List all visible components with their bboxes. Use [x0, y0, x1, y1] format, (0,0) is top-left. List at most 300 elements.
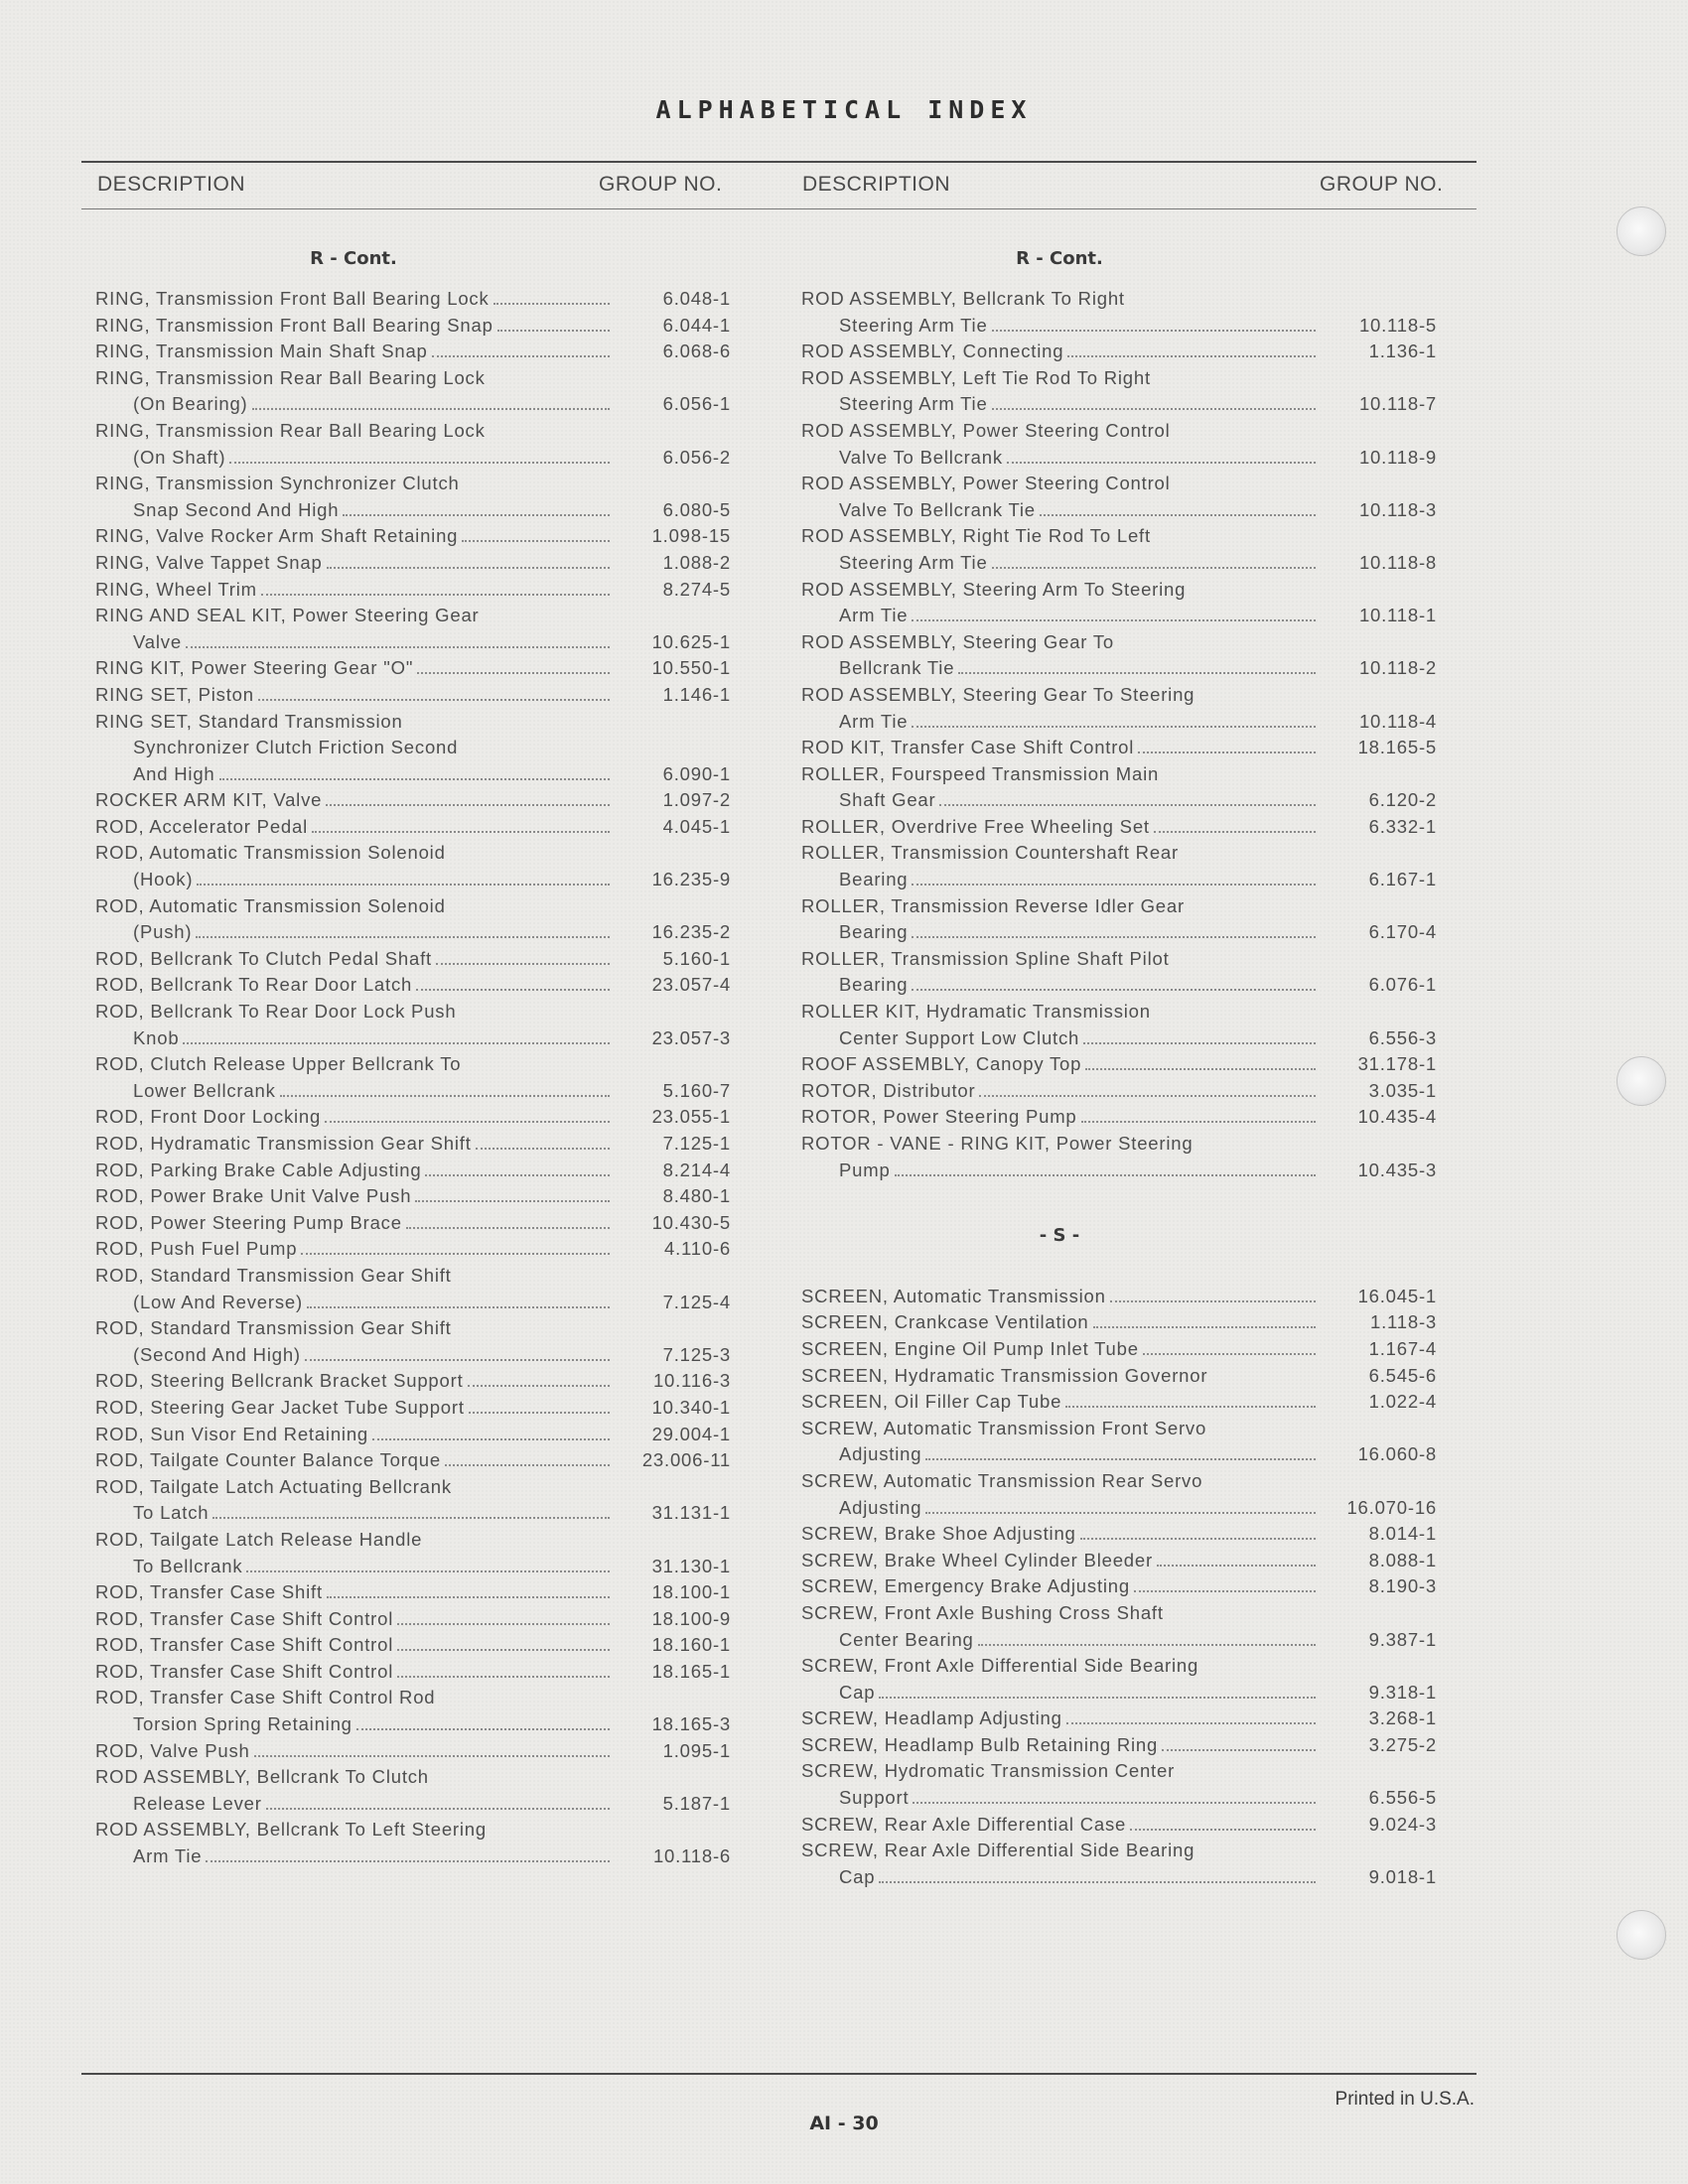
entry-group-number: 31.130-1 — [651, 1555, 731, 1576]
index-entry — [801, 999, 1437, 1051]
index-entry — [801, 1521, 1437, 1548]
entry-group-number: 23.057-4 — [651, 974, 731, 996]
index-entry — [95, 1183, 731, 1210]
entry-description: ROD, Front Door Locking — [95, 1106, 322, 1128]
dot-leader — [266, 1796, 610, 1810]
entry-description: ROD, Valve Push — [95, 1739, 250, 1761]
dot-leader — [436, 951, 610, 965]
dot-leader — [992, 318, 1316, 332]
entry-description-continued: Bellcrank Tie — [839, 657, 955, 679]
dot-leader — [417, 660, 610, 674]
index-entry — [801, 1548, 1437, 1574]
index-entry — [95, 523, 731, 550]
dot-leader — [406, 1215, 610, 1229]
entry-group-number: 10.550-1 — [651, 657, 731, 679]
entry-description-continued: Torsion Spring Retaining — [133, 1713, 352, 1735]
entry-description-continued: (On Shaft) — [133, 446, 226, 468]
index-entry — [95, 840, 731, 892]
entry-description-continued: Pump — [839, 1159, 891, 1180]
index-entry — [801, 1131, 1437, 1183]
entry-description: ROD, Power Steering Pump Brace — [95, 1211, 402, 1233]
entry-description: ROD, Steering Bellcrank Bracket Support — [95, 1370, 464, 1392]
entry-description: ROLLER KIT, Hydramatic Transmission — [801, 1001, 1151, 1023]
dot-leader — [397, 1637, 610, 1651]
dot-leader — [425, 1162, 610, 1176]
entry-description: RING AND SEAL KIT, Power Steering Gear — [95, 605, 480, 626]
entry-description: ROD KIT, Transfer Case Shift Control — [801, 737, 1135, 758]
entry-group-number: 10.118-8 — [1358, 551, 1437, 573]
entry-group-number: 6.080-5 — [662, 498, 731, 520]
entry-description-continued: Steering Arm Tie — [839, 393, 988, 415]
dot-leader — [913, 1790, 1316, 1804]
index-entry — [95, 814, 731, 841]
entry-group-number: 8.274-5 — [662, 578, 731, 600]
dot-leader — [469, 1400, 610, 1414]
entry-group-number: 16.070-16 — [1346, 1496, 1437, 1518]
index-entry — [95, 1738, 731, 1765]
entry-group-number: 10.118-2 — [1358, 657, 1437, 679]
dot-leader — [476, 1136, 610, 1150]
dot-leader — [1110, 1289, 1316, 1302]
dot-leader — [1080, 1526, 1316, 1540]
index-entry — [95, 1817, 731, 1869]
entry-description-continued: And High — [133, 762, 215, 784]
entry-group-number: 23.006-11 — [641, 1449, 731, 1471]
entry-group-number: 8.190-3 — [1368, 1575, 1437, 1597]
entry-description: SCREW, Headlamp Bulb Retaining Ring — [801, 1733, 1159, 1755]
dot-leader — [280, 1083, 610, 1097]
dot-leader — [912, 714, 1316, 728]
index-entry — [95, 418, 731, 471]
entry-description-continued: (On Bearing) — [133, 393, 248, 415]
entry-description: RING, Transmission Synchronizer Clutch — [95, 473, 460, 494]
entry-description: RING, Transmission Main Shaft Snap — [95, 341, 428, 362]
entry-description: ROD, Transfer Case Shift Control Rod — [95, 1687, 436, 1708]
index-entry — [801, 1336, 1437, 1363]
index-entry — [801, 1416, 1437, 1468]
dot-leader — [196, 924, 610, 938]
entry-group-number: 16.060-8 — [1357, 1443, 1437, 1465]
page-title: ALPHABETICAL INDEX — [655, 95, 1033, 124]
entry-group-number: 8.088-1 — [1368, 1549, 1437, 1570]
entry-group-number: 10.625-1 — [651, 630, 731, 652]
index-entry — [95, 999, 731, 1051]
index-entry — [801, 1838, 1437, 1890]
dot-leader — [1065, 1394, 1316, 1408]
entry-group-number: 5.160-7 — [662, 1079, 731, 1101]
index-entry — [95, 1632, 731, 1659]
dot-leader — [1083, 1030, 1316, 1044]
entry-group-number: 29.004-1 — [651, 1423, 731, 1444]
entry-description-continued: Cap — [839, 1865, 876, 1887]
entry-group-number: 10.118-3 — [1358, 498, 1437, 520]
entry-group-number: 1.022-4 — [1368, 1391, 1437, 1413]
entry-group-number: 6.170-4 — [1368, 921, 1437, 943]
dot-leader — [327, 555, 610, 569]
dot-leader — [252, 396, 610, 410]
dot-leader — [958, 660, 1316, 674]
entry-description: ROD ASSEMBLY, Power Steering Control — [801, 473, 1171, 494]
dot-leader — [1134, 1578, 1316, 1592]
footer-rule — [81, 2073, 1477, 2075]
dot-leader — [183, 1030, 610, 1044]
dot-leader — [912, 608, 1316, 621]
entry-description: ROD, Bellcrank To Rear Door Latch — [95, 974, 413, 996]
dot-leader — [206, 1848, 610, 1862]
index-entry — [801, 735, 1437, 761]
dot-leader — [261, 582, 610, 596]
index-entry — [801, 1051, 1437, 1078]
dot-leader — [1066, 1710, 1316, 1724]
dot-leader — [325, 1109, 610, 1123]
entry-description: ROCKER ARM KIT, Valve — [95, 789, 323, 811]
entry-description-continued: (Second And High) — [133, 1343, 301, 1365]
entry-description: SCREW, Emergency Brake Adjusting — [801, 1575, 1130, 1597]
entry-group-number: 18.100-9 — [651, 1607, 731, 1629]
index-entry — [95, 1315, 731, 1368]
index-entry — [801, 1600, 1437, 1653]
dot-leader — [197, 872, 610, 886]
entry-group-number: 7.125-1 — [662, 1133, 731, 1154]
entry-list-right-s — [801, 1284, 1437, 1891]
entry-group-number: 8.214-4 — [662, 1159, 731, 1180]
entry-description: ROD, Power Brake Unit Valve Push — [95, 1185, 412, 1207]
index-entry — [95, 339, 731, 365]
index-entry — [95, 893, 731, 946]
dot-leader — [992, 396, 1316, 410]
index-entry — [95, 1685, 731, 1737]
section-heading-s: - S - — [1039, 1225, 1080, 1247]
entry-group-number: 16.235-2 — [651, 921, 731, 943]
entry-description-continued: Synchronizer Clutch Friction Second — [133, 737, 459, 758]
dot-leader — [1007, 450, 1316, 464]
dot-leader — [326, 792, 610, 806]
entry-group-number: 10.118-1 — [1358, 605, 1437, 626]
entry-description: ROD, Clutch Release Upper Bellcrank To — [95, 1053, 462, 1075]
index-entry — [95, 1447, 731, 1474]
entry-description: ROD, Tailgate Latch Release Handle — [95, 1528, 423, 1550]
entry-description: RING, Valve Rocker Arm Shaft Retaining — [95, 525, 459, 547]
dot-leader — [939, 792, 1316, 806]
entry-description: RING, Transmission Rear Ball Bearing Lock — [95, 366, 486, 388]
dot-leader — [212, 1505, 610, 1519]
entry-description: ROTOR, Power Steering Pump — [801, 1106, 1077, 1128]
dot-leader — [254, 1743, 610, 1757]
entry-group-number: 18.100-1 — [651, 1581, 731, 1603]
dot-leader — [305, 1347, 610, 1361]
index-entry — [95, 972, 731, 999]
dot-leader — [445, 1452, 610, 1466]
entry-description: RING, Transmission Front Ball Bearing Snap — [95, 314, 493, 336]
entry-description-continued: Valve — [133, 630, 182, 652]
entry-group-number: 1.167-4 — [1368, 1337, 1437, 1359]
index-entry — [95, 550, 731, 577]
index-entry — [95, 1104, 731, 1131]
index-entry — [95, 286, 731, 313]
index-entry — [95, 577, 731, 604]
entry-description-continued: Center Bearing — [839, 1628, 974, 1650]
entry-description: ROD ASSEMBLY, Steering Gear To — [801, 630, 1115, 652]
dot-leader — [992, 555, 1316, 569]
entry-description: SCREEN, Engine Oil Pump Inlet Tube — [801, 1337, 1139, 1359]
entry-description: ROD ASSEMBLY, Left Tie Rod To Right — [801, 366, 1151, 388]
entry-description-continued: Arm Tie — [839, 605, 909, 626]
index-entry — [95, 1368, 731, 1395]
entry-description-continued: Support — [839, 1787, 910, 1809]
index-entry — [801, 1573, 1437, 1600]
index-entry — [801, 418, 1437, 471]
entry-group-number: 9.387-1 — [1368, 1628, 1437, 1650]
index-entry — [801, 339, 1437, 365]
entry-group-number: 10.430-5 — [651, 1211, 731, 1233]
entry-description: SCREW, Front Axle Differential Side Bearing — [801, 1655, 1199, 1677]
entry-description: ROD, Transfer Case Shift Control — [95, 1607, 394, 1629]
entry-group-number: 6.056-1 — [662, 393, 731, 415]
index-entry — [95, 682, 731, 709]
entry-description-continued: Arm Tie — [133, 1845, 203, 1867]
index-entry — [801, 1732, 1437, 1759]
entry-description: ROLLER, Transmission Spline Shaft Pilot — [801, 947, 1170, 969]
dot-leader — [258, 687, 610, 701]
index-entry — [95, 1395, 731, 1422]
entry-description-continued: Steering Arm Tie — [839, 551, 988, 573]
index-entry — [95, 1236, 731, 1263]
entry-description-continued: (Push) — [133, 921, 193, 943]
index-entry — [95, 313, 731, 340]
entry-group-number: 10.118-9 — [1358, 446, 1437, 468]
entry-description-continued: Shaft Gear — [839, 789, 936, 811]
entry-description: ROD, Bellcrank To Rear Door Lock Push — [95, 1001, 457, 1023]
dot-leader — [372, 1427, 610, 1440]
entry-description: ROD, Automatic Transmission Solenoid — [95, 894, 446, 916]
entry-description-continued: Bearing — [839, 869, 909, 890]
index-entry — [801, 946, 1437, 999]
dot-leader — [1093, 1314, 1316, 1328]
entry-description-continued: Valve To Bellcrank — [839, 446, 1003, 468]
entry-description: SCREW, Rear Axle Differential Side Bearing — [801, 1840, 1196, 1861]
entry-group-number: 6.056-2 — [662, 446, 731, 468]
index-entry — [801, 1706, 1437, 1732]
dot-leader — [1085, 1056, 1316, 1070]
dot-leader — [229, 450, 610, 464]
index-entry — [801, 840, 1437, 892]
entry-group-number: 9.018-1 — [1368, 1865, 1437, 1887]
entry-description: ROD, Parking Brake Cable Adjusting — [95, 1159, 422, 1180]
dot-leader — [493, 291, 610, 305]
entry-description: ROTOR - VANE - RING KIT, Power Steering — [801, 1133, 1194, 1154]
dot-leader — [343, 502, 610, 516]
entry-group-number: 18.165-1 — [651, 1660, 731, 1682]
entry-group-number: 7.125-4 — [662, 1291, 731, 1312]
entry-group-number: 4.045-1 — [662, 815, 731, 837]
entry-description: ROLLER, Transmission Countershaft Rear — [801, 842, 1179, 864]
entry-description: SCREW, Automatic Transmission Rear Servo — [801, 1469, 1203, 1491]
dot-leader — [1067, 343, 1316, 357]
entry-description-continued: Lower Bellcrank — [133, 1079, 276, 1101]
index-entry — [801, 1309, 1437, 1336]
index-entry — [95, 1263, 731, 1315]
entry-description: SCREW, Automatic Transmission Front Servo — [801, 1417, 1207, 1438]
entry-description-continued: (Low And Reverse) — [133, 1291, 303, 1312]
entry-group-number: 10.118-4 — [1358, 710, 1437, 732]
dot-leader — [1143, 1341, 1316, 1355]
entry-description-continued: Valve To Bellcrank Tie — [839, 498, 1036, 520]
entry-group-number: 1.097-2 — [662, 789, 731, 811]
entry-group-number: 6.545-6 — [1368, 1364, 1437, 1386]
index-entry — [95, 471, 731, 523]
entry-group-number: 16.235-9 — [651, 869, 731, 890]
index-entry — [95, 1579, 731, 1606]
entry-group-number: 8.480-1 — [662, 1185, 731, 1207]
entry-description: RING KIT, Power Steering Gear "O" — [95, 657, 414, 679]
entry-group-number: 1.118-3 — [1370, 1311, 1437, 1333]
entry-group-number: 6.044-1 — [662, 314, 731, 336]
entry-description: SCREW, Brake Shoe Adjusting — [801, 1523, 1076, 1545]
entry-group-number: 23.057-3 — [651, 1026, 731, 1048]
dot-leader — [327, 1584, 610, 1598]
entry-group-number: 10.118-6 — [652, 1845, 731, 1867]
entry-group-number: 6.090-1 — [662, 762, 731, 784]
entry-description: SCREEN, Crankcase Ventilation — [801, 1311, 1089, 1333]
entry-description: ROLLER, Transmission Reverse Idler Gear — [801, 894, 1185, 916]
entry-description: ROD ASSEMBLY, Bellcrank To Clutch — [95, 1766, 429, 1788]
index-entry — [801, 1653, 1437, 1706]
entry-group-number: 1.098-15 — [651, 525, 731, 547]
entry-description: SCREW, Hydromatic Transmission Center — [801, 1760, 1176, 1782]
index-entry — [801, 1812, 1437, 1839]
entry-description: ROD ASSEMBLY, Steering Arm To Steering — [801, 578, 1187, 600]
index-entry — [801, 814, 1437, 841]
section-heading-r-cont: R - Cont. — [310, 248, 397, 269]
entry-group-number: 10.118-5 — [1358, 314, 1437, 336]
dot-leader — [468, 1373, 610, 1387]
entry-description: ROD, Steering Gear Jacket Tube Support — [95, 1396, 465, 1418]
entry-group-number: 6.556-3 — [1368, 1026, 1437, 1048]
entry-description: ROLLER, Overdrive Free Wheeling Set — [801, 815, 1150, 837]
dot-leader — [307, 1295, 610, 1308]
entry-description: ROD ASSEMBLY, Steering Gear To Steering — [801, 683, 1196, 705]
entry-description: ROD, Sun Visor End Retaining — [95, 1423, 369, 1444]
entry-group-number: 9.318-1 — [1368, 1681, 1437, 1703]
dot-leader — [912, 977, 1316, 991]
dot-leader — [1130, 1817, 1316, 1831]
dot-leader — [497, 318, 610, 332]
entry-group-number: 9.024-3 — [1368, 1813, 1437, 1835]
entry-group-number: 18.165-3 — [651, 1713, 731, 1735]
dot-leader — [397, 1664, 610, 1678]
entry-description-continued: Arm Tie — [839, 710, 909, 732]
entry-description: SCREEN, Automatic Transmission — [801, 1285, 1106, 1306]
dot-leader — [1157, 1553, 1316, 1567]
index-entry — [801, 471, 1437, 523]
entry-description-continued: Center Support Low Clutch — [839, 1026, 1080, 1048]
index-entry — [95, 787, 731, 814]
entry-description: ROD, Transfer Case Shift Control — [95, 1660, 394, 1682]
entry-description: ROD, Transfer Case Shift Control — [95, 1634, 394, 1656]
index-entry — [95, 1606, 731, 1633]
entry-description-continued: Release Lever — [133, 1792, 262, 1814]
entry-group-number: 6.332-1 — [1368, 815, 1437, 837]
entry-description: SCREW, Brake Wheel Cylinder Bleeder — [801, 1549, 1153, 1570]
dot-leader — [979, 1083, 1316, 1097]
entry-description: ROD ASSEMBLY, Bellcrank To Left Steering — [95, 1819, 487, 1841]
dot-leader — [925, 1446, 1316, 1460]
dot-leader — [246, 1559, 610, 1572]
index-entry — [801, 365, 1437, 418]
index-entry — [801, 682, 1437, 735]
entry-group-number: 6.076-1 — [1368, 974, 1437, 996]
entry-group-number: 23.055-1 — [651, 1106, 731, 1128]
entry-group-number: 1.095-1 — [662, 1739, 731, 1761]
dot-leader — [925, 1500, 1316, 1514]
punch-hole — [1617, 1910, 1666, 1960]
top-rule — [81, 161, 1477, 163]
punch-hole — [1617, 206, 1666, 256]
index-entry — [95, 1764, 731, 1817]
entry-description: RING, Transmission Front Ball Bearing Lock — [95, 288, 490, 309]
entry-description: RING, Valve Tappet Snap — [95, 551, 323, 573]
entry-description: ROD ASSEMBLY, Bellcrank To Right — [801, 288, 1125, 309]
entry-description: ROD, Automatic Transmission Solenoid — [95, 842, 446, 864]
index-entry — [801, 1758, 1437, 1811]
dot-leader — [879, 1869, 1316, 1883]
entry-group-number: 6.120-2 — [1368, 789, 1437, 811]
index-entry — [801, 523, 1437, 576]
entry-description-continued: Adjusting — [839, 1443, 922, 1465]
entry-description-continued: To Bellcrank — [133, 1555, 243, 1576]
entry-description: RING, Transmission Rear Ball Bearing Lock — [95, 419, 486, 441]
index-entry — [801, 1078, 1437, 1105]
index-entry — [95, 1158, 731, 1184]
entry-description: ROD ASSEMBLY, Connecting — [801, 341, 1064, 362]
index-entry — [95, 365, 731, 418]
index-entry — [801, 893, 1437, 946]
index-entry — [95, 1131, 731, 1158]
entry-description-continued: Knob — [133, 1026, 180, 1048]
index-entry — [801, 1363, 1437, 1390]
entry-description-continued: Adjusting — [839, 1496, 922, 1518]
entry-description: ROOF ASSEMBLY, Canopy Top — [801, 1053, 1082, 1075]
index-entry — [95, 1659, 731, 1686]
dot-leader — [895, 1162, 1316, 1176]
header-description-right: DESCRIPTION — [802, 173, 951, 196]
entry-group-number: 8.014-1 — [1368, 1523, 1437, 1545]
page-number: AI - 30 — [809, 2113, 879, 2134]
entry-description-continued: Snap Second And High — [133, 498, 340, 520]
entry-group-number: 16.045-1 — [1357, 1285, 1437, 1306]
index-entry — [801, 1284, 1437, 1310]
entry-group-number: 6.068-6 — [662, 341, 731, 362]
entry-description-continued: Steering Arm Tie — [839, 314, 988, 336]
entry-description-continued: Bearing — [839, 974, 909, 996]
index-entry — [95, 655, 731, 682]
dot-leader — [312, 819, 610, 833]
entry-group-number: 18.160-1 — [651, 1634, 731, 1656]
dot-leader — [415, 1188, 610, 1202]
header-group-left: GROUP NO. — [599, 173, 723, 196]
entry-group-number: 1.136-1 — [1368, 341, 1437, 362]
entry-description: ROD ASSEMBLY, Power Steering Control — [801, 419, 1171, 441]
entry-description: SCREEN, Oil Filler Cap Tube — [801, 1391, 1062, 1413]
section-heading-r-cont: R - Cont. — [1016, 248, 1103, 269]
entry-description: SCREW, Rear Axle Differential Case — [801, 1813, 1127, 1835]
entry-description: ROD, Bellcrank To Clutch Pedal Shaft — [95, 947, 432, 969]
entry-description: ROD, Accelerator Pedal — [95, 815, 308, 837]
entry-group-number: 6.167-1 — [1368, 869, 1437, 890]
entry-description: SCREW, Headlamp Adjusting — [801, 1707, 1062, 1729]
entry-group-number: 31.178-1 — [1357, 1053, 1437, 1075]
dot-leader — [912, 872, 1316, 886]
